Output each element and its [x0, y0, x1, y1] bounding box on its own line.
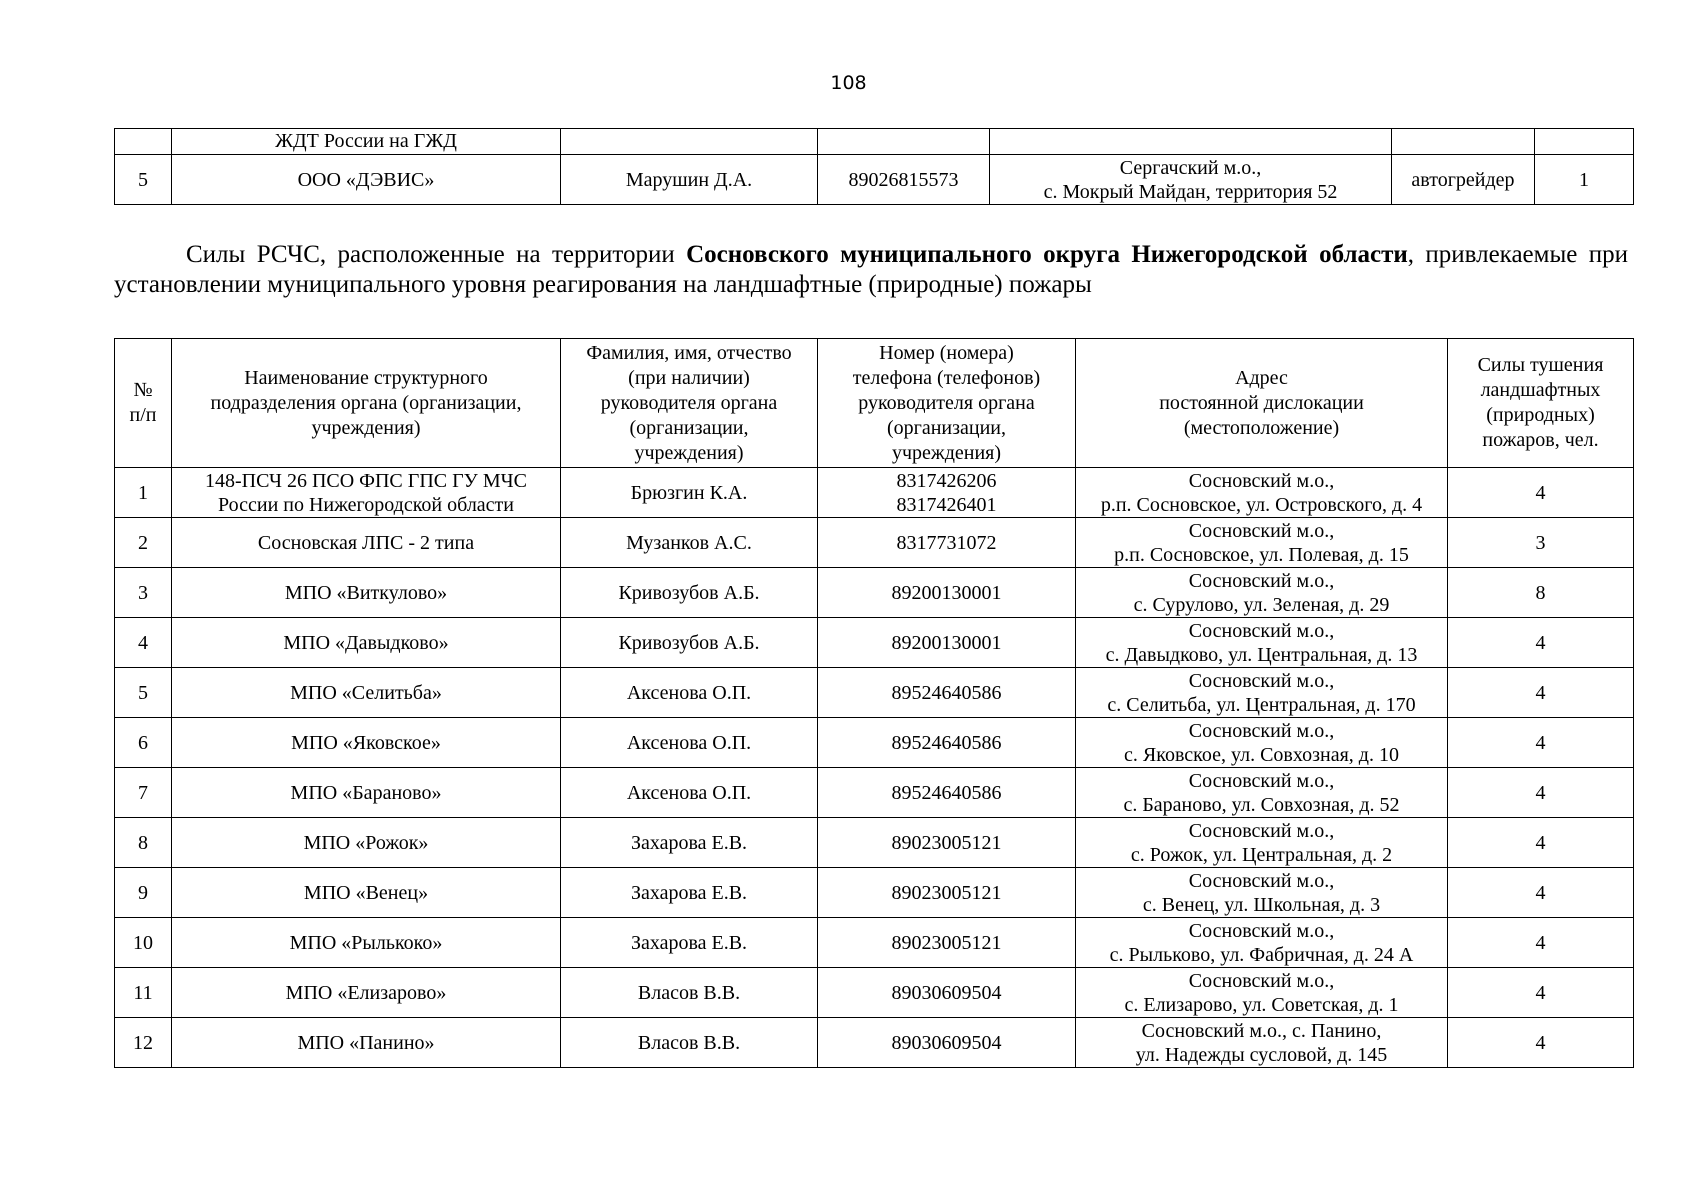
table-row	[115, 155, 1634, 205]
table-cell: 11	[115, 968, 172, 1018]
table-cell: 8	[115, 818, 172, 868]
table-cell: Сосновский м.о., с. Рожок, ул. Центральная, д. 2	[1076, 818, 1448, 868]
table-cell: Сосновский м.о., р.п. Сосновское, ул. Полевая, д. 15	[1076, 518, 1448, 568]
table-cell: 4	[1448, 868, 1634, 918]
table-cell	[990, 129, 1392, 155]
table-cell: 4	[1448, 668, 1634, 718]
table-cell: 3	[1448, 518, 1634, 568]
table-cell: 4	[115, 618, 172, 668]
table-cell	[115, 129, 172, 155]
table-cell: Кривозубов А.Б.	[561, 568, 818, 618]
table-cell: 12	[115, 1018, 172, 1068]
table-cell: 3	[115, 568, 172, 618]
table-cell: 8317731072	[818, 518, 1076, 568]
table-cell: Аксенова О.П.	[561, 768, 818, 818]
table-cell: 89524640586	[818, 718, 1076, 768]
table-cell: 89200130001	[818, 618, 1076, 668]
table-cell: 8	[1448, 568, 1634, 618]
table-cell: МПО «Рожок»	[172, 818, 561, 868]
table-row	[115, 868, 1634, 918]
table-row	[115, 568, 1634, 618]
table-cell: 1	[115, 468, 172, 518]
table-row	[115, 918, 1634, 968]
table-cell: 4	[1448, 968, 1634, 1018]
table-cell: 4	[1448, 768, 1634, 818]
table-cell: Сосновский м.о., с. Венец, ул. Школьная, д. 3	[1076, 868, 1448, 918]
table-cell: Сосновский м.о., с. Селитьба, ул. Центральная, д. 170	[1076, 668, 1448, 718]
table-cell: Власов В.В.	[561, 968, 818, 1018]
table-cell: МПО «Рылькоко»	[172, 918, 561, 968]
table-row	[115, 968, 1634, 1018]
table-cell	[561, 129, 818, 155]
heading-text-end: , привлекаемые при установлении муниципального уровня реагирования на ландшафтные (природные) пожары	[114, 241, 1628, 298]
table-row	[115, 818, 1634, 868]
heading-municipality: Сосновского муниципального округа Нижегородской области	[686, 241, 1408, 268]
page-number: 108	[830, 72, 867, 94]
table-cell: 9	[115, 868, 172, 918]
table-cell: ООО «ДЭВИС»	[172, 155, 561, 205]
table-cell: Захарова Е.В.	[561, 918, 818, 968]
table-cell: автогрейдер	[1392, 155, 1535, 205]
table-cell: Сосновский м.о., с. Яковское, ул. Совхозная, д. 10	[1076, 718, 1448, 768]
table-row	[115, 518, 1634, 568]
table-cell: Музанков А.С.	[561, 518, 818, 568]
table-cell: 89030609504	[818, 1018, 1076, 1068]
section-heading	[114, 240, 1628, 300]
table-cell: Марушин Д.А.	[561, 155, 818, 205]
table-cell: 4	[1448, 468, 1634, 518]
forces-table	[114, 338, 1634, 1068]
table-cell: 8317426206 8317426401	[818, 468, 1076, 518]
table-cell: 4	[1448, 1018, 1634, 1068]
table-cell: Кривозубов А.Б.	[561, 618, 818, 668]
table-cell: 6	[115, 718, 172, 768]
table-cell: 5	[115, 155, 172, 205]
table-row	[115, 668, 1634, 718]
table-cell: 89023005121	[818, 868, 1076, 918]
table-cell: 10	[115, 918, 172, 968]
table-cell: МПО «Виткулово»	[172, 568, 561, 618]
table-cell: Сосновский м.о., р.п. Сосновское, ул. Островского, д. 4	[1076, 468, 1448, 518]
column-header: Адрес постоянной дислокации (местоположение)	[1076, 339, 1448, 468]
table-cell: МПО «Панино»	[172, 1018, 561, 1068]
heading-text: Силы РСЧС, расположенные на территории	[186, 241, 687, 268]
table-cell	[818, 129, 990, 155]
table-cell: 1	[1535, 155, 1634, 205]
table-cell: МПО «Яковское»	[172, 718, 561, 768]
table-cell: 2	[115, 518, 172, 568]
table-cell: 148-ПСЧ 26 ПСО ФПС ГПС ГУ МЧС России по Нижегородской области	[172, 468, 561, 518]
table-cell: Сосновская ЛПС - 2 типа	[172, 518, 561, 568]
table-cell: Захарова Е.В.	[561, 818, 818, 868]
table-cell	[1392, 129, 1535, 155]
table-cell: Аксенова О.П.	[561, 668, 818, 718]
table-row	[115, 618, 1634, 668]
table-cell: ЖДТ России на ГЖД	[172, 129, 561, 155]
continuation-table	[114, 128, 1634, 205]
table-cell: Брюзгин К.А.	[561, 468, 818, 518]
table-cell: Захарова Е.В.	[561, 868, 818, 918]
table-cell: Сосновский м.о., с. Сурулово, ул. Зеленая, д. 29	[1076, 568, 1448, 618]
table-cell: МПО «Давыдково»	[172, 618, 561, 668]
table-row	[115, 718, 1634, 768]
table-row	[115, 1018, 1634, 1068]
table-cell: 89030609504	[818, 968, 1076, 1018]
table-cell: Сосновский м.о., с. Рыльково, ул. Фабричная, д. 24 А	[1076, 918, 1448, 968]
table-cell: Сергачский м.о., с. Мокрый Майдан, территория 52	[990, 155, 1392, 205]
table-cell	[1535, 129, 1634, 155]
column-header: № п/п	[115, 339, 172, 468]
table-cell: 89026815573	[818, 155, 990, 205]
column-header: Фамилия, имя, отчество (при наличии) руководителя органа (организации, учреждения)	[561, 339, 818, 468]
table-cell: 4	[1448, 718, 1634, 768]
table-cell: 89200130001	[818, 568, 1076, 618]
table-cell: Сосновский м.о., с. Бараново, ул. Совхозная, д. 52	[1076, 768, 1448, 818]
table-cell: Сосновский м.о., с. Давыдково, ул. Центральная, д. 13	[1076, 618, 1448, 668]
table-cell: 4	[1448, 918, 1634, 968]
table-cell: Аксенова О.П.	[561, 718, 818, 768]
column-header: Номер (номера) телефона (телефонов) руководителя органа (организации, учреждения)	[818, 339, 1076, 468]
table-cell: 89524640586	[818, 768, 1076, 818]
table-cell: 4	[1448, 818, 1634, 868]
table-header-row	[115, 339, 1634, 468]
table-cell: Сосновский м.о., с. Панино, ул. Надежды сусловой, д. 145	[1076, 1018, 1448, 1068]
table-cell: Власов В.В.	[561, 1018, 818, 1068]
table-cell: МПО «Венец»	[172, 868, 561, 918]
table-row	[115, 468, 1634, 518]
table-cell: Сосновский м.о., с. Елизарово, ул. Советская, д. 1	[1076, 968, 1448, 1018]
table-cell: МПО «Бараново»	[172, 768, 561, 818]
table-cell: МПО «Селитьба»	[172, 668, 561, 718]
table-row	[115, 768, 1634, 818]
table-row	[115, 129, 1634, 155]
table-cell: 7	[115, 768, 172, 818]
table-cell: МПО «Елизарово»	[172, 968, 561, 1018]
table-cell: 4	[1448, 618, 1634, 668]
table-cell: 89023005121	[818, 918, 1076, 968]
table-cell: 89023005121	[818, 818, 1076, 868]
column-header: Наименование структурного подразделения органа (организации, учреждения)	[172, 339, 561, 468]
column-header: Силы тушения ландшафтных (природных) пожаров, чел.	[1448, 339, 1634, 468]
table-cell: 5	[115, 668, 172, 718]
table-cell: 89524640586	[818, 668, 1076, 718]
